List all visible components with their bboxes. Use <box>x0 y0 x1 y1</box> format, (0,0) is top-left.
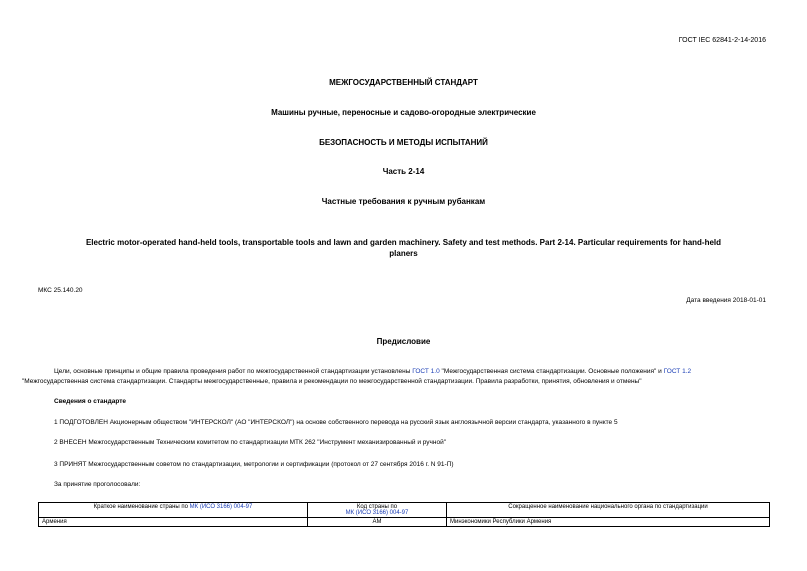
effective-date: Дата введения 2018-01-01 <box>686 297 766 304</box>
gost-1-0-link[interactable]: ГОСТ 1.0 <box>412 368 440 375</box>
table-header-code <box>308 503 447 518</box>
foreword-text-c: "Межгосударственная система стандартизации. Стандарты межгосударственные, правила и рекомендации по межгосударственной стандартизации. Правила разработки, принятия, обновления и отмены" <box>22 378 642 385</box>
info-item-3: 3 ПРИНЯТ Межгосударственным советом по стандартизации, метрологии и сертификации (протокол от 27 сентября 2016 г. N 91-П) <box>54 461 454 468</box>
foreword-text-a: Цели, основные принципы и общие правила проведения работ по межгосударственной стандартизации установлены <box>54 368 413 375</box>
foreword-paragraph <box>22 367 770 387</box>
table-header-country <box>39 503 308 518</box>
table-row <box>39 518 770 527</box>
info-item-1: 1 ПОДГОТОВЛЕН Акционерным обществом "ИНТЕРСКОЛ" (АО "ИНТЕРСКОЛ") на основе собственного перевода на русский язык англоязычной версии стандарта, указанного в пункте 5 <box>54 419 618 426</box>
voted-label: За принятие проголосовали: <box>54 481 141 488</box>
info-item-2: 2 ВНЕСЕН Межгосударственным Техническим комитетом по стандартизации МТК 262 "Инструмент механизированный и ручной" <box>54 439 447 446</box>
foreword-text-b: "Межгосударственная система стандартизации. Основные положения" и <box>439 368 664 375</box>
gost-1-2-link[interactable]: ГОСТ 1.2 <box>663 368 692 375</box>
mk-iso-link-1[interactable]: МК (ИСО 3166) 004-97 <box>189 504 253 510</box>
english-title-line1: Electric motor-operated hand-held tools, transportable tools and lawn and garden machinery. Safety and test methods. Part 2-14. Particular requirements for hand-held <box>85 238 722 247</box>
table-header-row <box>39 503 770 518</box>
mk-iso-link-2[interactable]: МК (ИСО 3166) 004-97 <box>345 510 409 516</box>
header-code-text: Код страны по <box>356 504 398 510</box>
standard-part: Часть 2-14 <box>382 167 425 176</box>
table-cell-body: Минэкономики Республики Армения <box>447 518 770 527</box>
countries-table <box>38 502 770 527</box>
standard-name: Машины ручные, переносные и садово-огородные электрические <box>271 108 536 117</box>
table-cell-code: AM <box>308 518 447 527</box>
english-title-line2: planers <box>389 249 418 258</box>
info-heading: Сведения о стандарте <box>54 398 127 405</box>
document-id: ГОСТ IEC 62841-2-14-2016 <box>678 37 766 44</box>
mks-code: МКС 25.140.20 <box>38 287 83 294</box>
standard-type: МЕЖГОСУДАРСТВЕННЫЙ СТАНДАРТ <box>329 78 478 87</box>
part-title: Частные требования к ручным рубанкам <box>321 197 486 206</box>
table-cell-country: Армения <box>39 518 308 527</box>
header-country-text: Краткое наименование страны по <box>93 504 190 510</box>
standard-subtitle: БЕЗОПАСНОСТЬ И МЕТОДЫ ИСПЫТАНИЙ <box>319 138 488 147</box>
table-header-body: Сокращенное наименование национального органа по стандартизации <box>447 503 770 518</box>
english-title <box>0 237 807 259</box>
foreword-heading: Предисловие <box>376 337 431 346</box>
